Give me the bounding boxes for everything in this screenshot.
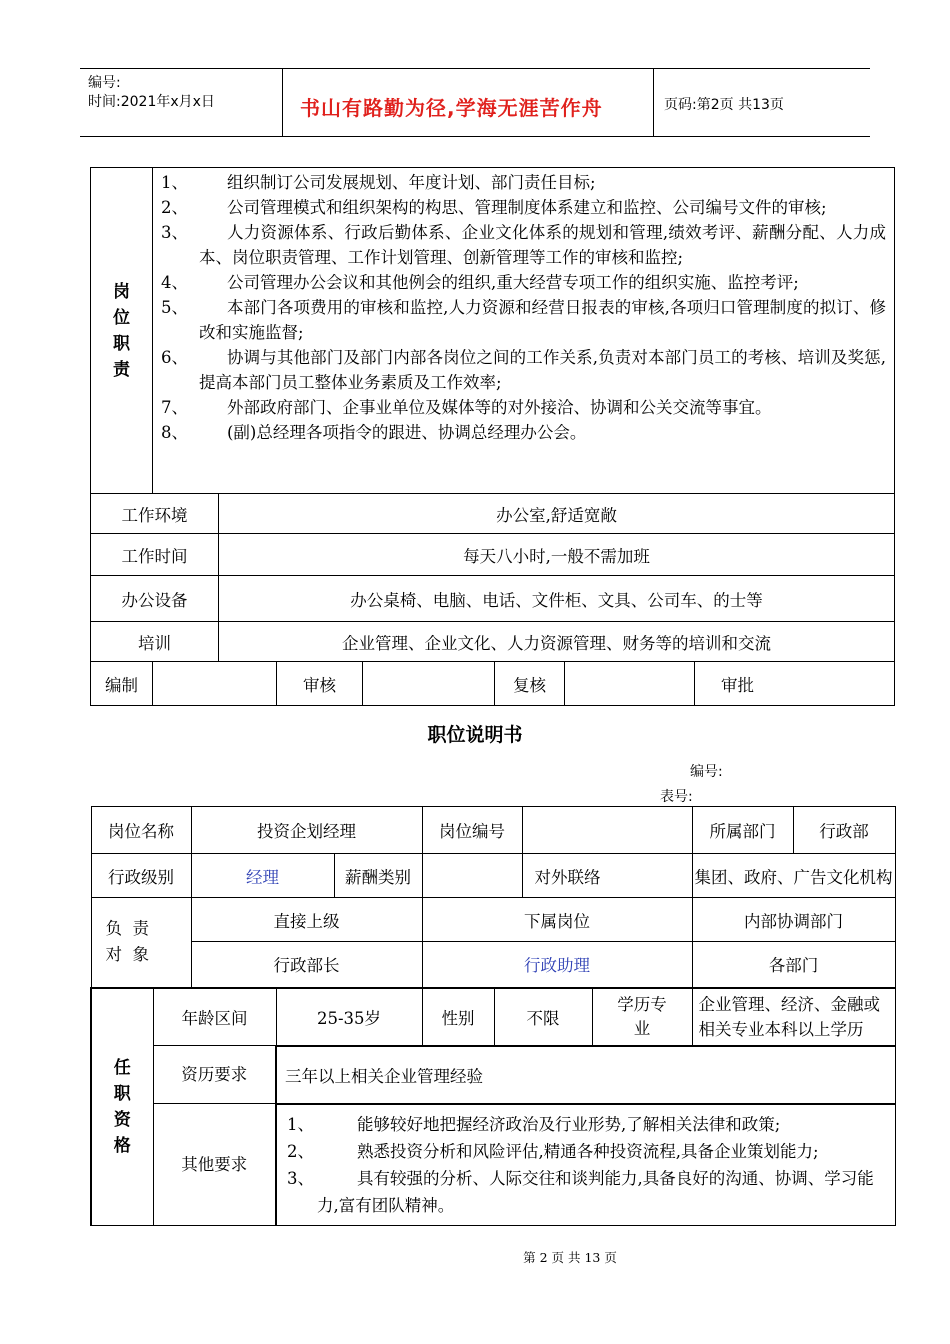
duty-num: 2、 bbox=[161, 198, 188, 217]
duty-list bbox=[153, 168, 894, 445]
external-value: 集团、政府、广告文化机构 bbox=[692, 854, 895, 898]
other-text: 具有较强的分析、人际交往和谈判能力,具备良好的沟通、协调、学习能力,富有团队精神。 bbox=[317, 1168, 874, 1215]
sign-recheck-field bbox=[565, 662, 695, 706]
hours-value: 每天八小时,一般不需加班 bbox=[219, 534, 895, 576]
duty-vertical-label bbox=[91, 279, 152, 383]
external-label: 对外联络 bbox=[522, 854, 692, 898]
duty-num: 7、 bbox=[161, 398, 188, 417]
other-num: 3、 bbox=[287, 1168, 314, 1188]
sign-compile-label: 编制 bbox=[91, 662, 153, 706]
header-page-label: 页码:第2页 共13页 bbox=[664, 97, 784, 113]
sign-approve-label: 审批 bbox=[721, 675, 754, 695]
level-value: 经理 bbox=[191, 854, 334, 898]
sign-approve-cell bbox=[695, 662, 895, 706]
edu-label: 学历专业 bbox=[592, 988, 692, 1046]
sign-review-field bbox=[363, 662, 495, 706]
dept-value: 行政部 bbox=[819, 822, 869, 841]
duty-num: 4、 bbox=[161, 273, 188, 292]
qual-label-char: 任 bbox=[113, 1057, 131, 1078]
subordinate-label: 下属岗位 bbox=[422, 898, 692, 942]
duty-text: 本部门各项费用的审核和监控,人力资源和经营日报表的审核,各项归口管理制度的拟订、修改和实施监督; bbox=[199, 298, 886, 342]
duty-item bbox=[161, 295, 886, 345]
meta-code-label: 编号: bbox=[690, 764, 723, 780]
other-text: 能够较好地把握经济政治及行业形势,了解相关法律和政策; bbox=[357, 1114, 781, 1134]
other-item bbox=[287, 1111, 885, 1138]
qual-vertical-label bbox=[92, 1055, 153, 1159]
resp-label-line: 对 象 bbox=[105, 945, 149, 965]
equipment-label: 办公设备 bbox=[91, 576, 219, 622]
duty-item bbox=[161, 345, 886, 395]
duty-num: 3、 bbox=[161, 223, 188, 242]
training-value: 企业管理、企业文化、人力资源管理、财务等的培训和交流 bbox=[219, 622, 895, 662]
qual-label-char: 资 bbox=[113, 1109, 131, 1130]
other-num: 1、 bbox=[287, 1114, 314, 1134]
env-label: 工作环境 bbox=[91, 494, 219, 534]
qual-label-char: 职 bbox=[113, 1083, 131, 1104]
exp-label: 资历要求 bbox=[153, 1046, 276, 1104]
header-code-label: 编号: bbox=[88, 75, 121, 91]
env-value: 办公室,舒适宽敞 bbox=[219, 494, 895, 534]
duty-num: 6、 bbox=[161, 348, 188, 367]
exp-value: 三年以上相关企业管理经验 bbox=[276, 1046, 895, 1104]
superior-value: 行政部长 bbox=[191, 942, 422, 988]
sign-recheck-label: 复核 bbox=[495, 662, 565, 706]
gender-value: 不限 bbox=[494, 988, 592, 1046]
duty-label-char: 岗 bbox=[113, 281, 130, 302]
other-item bbox=[287, 1138, 885, 1165]
duty-text: 协调与其他部门及部门内部各岗位之间的工作关系,负责对本部门员工的考核、培训及奖惩,提高本部门员工整体业务素质及工作效率; bbox=[199, 348, 886, 392]
header-bottom-rule bbox=[80, 136, 870, 137]
dept-label: 所属部门 bbox=[693, 807, 794, 853]
age-value: 25-35岁 bbox=[276, 988, 422, 1046]
duty-table bbox=[90, 167, 895, 706]
post-code-label: 岗位编号 bbox=[422, 807, 522, 854]
dept-cell bbox=[692, 807, 895, 854]
other-item bbox=[287, 1165, 885, 1219]
duty-item bbox=[161, 270, 886, 295]
internal-value: 各部门 bbox=[692, 942, 895, 988]
page-footer: 第 2 页 共 13 页 bbox=[523, 1250, 617, 1265]
duty-num: 5、 bbox=[161, 298, 188, 317]
duty-item bbox=[161, 395, 886, 420]
duty-text: 公司管理办公会议和其他例会的组织,重大经营专项工作的组织实施、监控考评; bbox=[227, 273, 799, 292]
gender-label: 性别 bbox=[422, 988, 494, 1046]
other-label: 其他要求 bbox=[153, 1104, 276, 1226]
resp-label-line: 负 责 bbox=[105, 919, 149, 939]
header-top-rule bbox=[80, 68, 870, 69]
doc-title: 职位说明书 bbox=[427, 724, 523, 746]
duty-list-cell bbox=[153, 168, 895, 494]
duty-label-cell bbox=[91, 168, 153, 494]
duty-item bbox=[161, 195, 886, 220]
duty-label-char: 职 bbox=[113, 333, 130, 354]
post-code-value bbox=[522, 807, 692, 854]
header-divider-left bbox=[282, 69, 283, 136]
duty-num: 8、 bbox=[161, 423, 188, 442]
other-num: 2、 bbox=[287, 1141, 314, 1161]
other-list-cell bbox=[276, 1104, 895, 1226]
other-text: 熟悉投资分析和风险评估,精通各种投资流程,具备企业策划能力; bbox=[357, 1141, 819, 1161]
resp-label-cell bbox=[91, 898, 191, 988]
edu-value: 企业管理、经济、金融或相关专业本科以上学历 bbox=[692, 988, 895, 1046]
hours-label: 工作时间 bbox=[91, 534, 219, 576]
salary-label: 薪酬类别 bbox=[334, 854, 422, 898]
other-list bbox=[277, 1105, 895, 1219]
level-label: 行政级别 bbox=[91, 854, 191, 898]
duty-text: 组织制订公司发展规划、年度计划、部门责任目标; bbox=[227, 173, 596, 192]
duty-text: 人力资源体系、行政后勤体系、企业文化体系的规划和管理,绩效考评、薪酬分配、人力成本、岗位职责管理、工作计划管理、创新管理等工作的审核和监控; bbox=[199, 223, 886, 267]
duty-label-char: 责 bbox=[113, 359, 130, 380]
duty-label-char: 位 bbox=[113, 307, 130, 328]
duty-text: 公司管理模式和组织架构的构思、管理制度体系建立和监控、公司编号文件的审核; bbox=[227, 198, 827, 217]
post-name-label: 岗位名称 bbox=[91, 807, 191, 854]
job-table bbox=[90, 806, 896, 1226]
duty-item bbox=[161, 220, 886, 270]
header-divider-right bbox=[653, 69, 654, 136]
header-motto: 书山有路勤为径,学海无涯苦作舟 bbox=[300, 96, 603, 120]
internal-label: 内部协调部门 bbox=[692, 898, 895, 942]
subordinate-value: 行政助理 bbox=[422, 942, 692, 988]
age-label: 年龄区间 bbox=[153, 988, 276, 1046]
qual-label-char: 格 bbox=[113, 1135, 131, 1156]
duty-num: 1、 bbox=[161, 173, 188, 192]
duty-item bbox=[161, 170, 886, 195]
training-label: 培训 bbox=[91, 622, 219, 662]
sign-compile-field bbox=[153, 662, 277, 706]
header-time-label: 时间:2021年x月x日 bbox=[88, 94, 215, 110]
superior-label: 直接上级 bbox=[191, 898, 422, 942]
salary-value bbox=[422, 854, 522, 898]
meta-form-label: 表号: bbox=[660, 789, 693, 805]
duty-text: (副)总经理各项指令的跟进、协调总经理办公会。 bbox=[227, 423, 587, 442]
equipment-value: 办公桌椅、电脑、电话、文件柜、文具、公司车、的士等 bbox=[219, 576, 895, 622]
qual-label-cell bbox=[91, 988, 153, 1226]
post-name-value: 投资企划经理 bbox=[191, 807, 422, 854]
sign-review-label: 审核 bbox=[277, 662, 363, 706]
duty-text: 外部政府部门、企事业单位及媒体等的对外接洽、协调和公关交流等事宜。 bbox=[227, 398, 772, 417]
duty-item bbox=[161, 420, 886, 445]
